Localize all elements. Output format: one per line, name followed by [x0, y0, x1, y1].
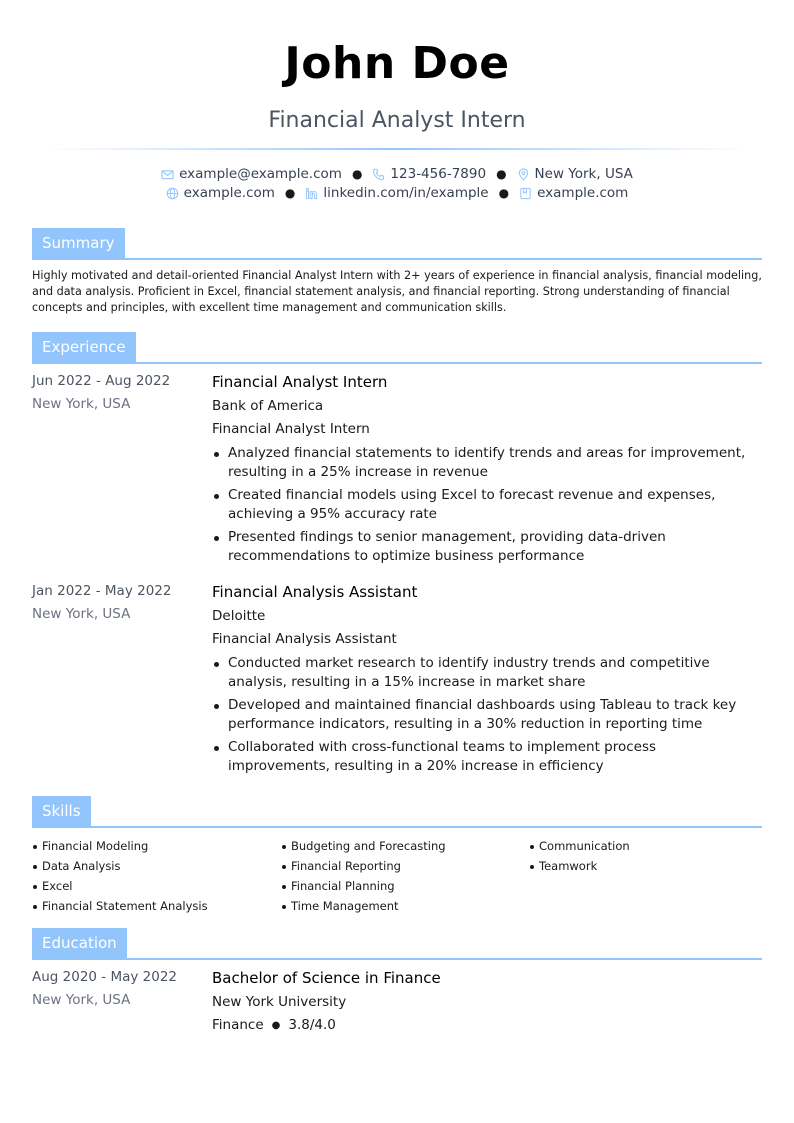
entry-position: Financial Analysis Assistant: [212, 631, 397, 647]
skill-item: Communication: [529, 836, 630, 856]
skills-section-header: [32, 796, 762, 828]
contact-phone-text: 123-456-7890: [390, 166, 487, 182]
entry-company: Bank of America: [212, 398, 324, 414]
bullet-item: Presented findings to senior management, providing data-driven recommendations to optimize business performance: [212, 528, 758, 566]
contact-separator: ●: [496, 167, 507, 181]
skill-item: Budgeting and Forecasting: [281, 836, 446, 856]
summary-text: Highly motivated and detail-oriented Financial Analyst Intern with 2+ years of experience in financial analysis, financial modeling, and data analysis. Proficient in Excel, financial statement analysis, and financial reporting. Strong understanding of financial concepts and principles, with excellent time management and communication skills.: [32, 269, 762, 314]
entry-body: [212, 583, 764, 780]
skills-column: [529, 836, 630, 876]
contact-row-secondary: [0, 185, 794, 201]
skill-item: Financial Reporting: [281, 856, 446, 876]
mail-icon: [161, 168, 174, 181]
skill-item: Teamwork: [529, 856, 630, 876]
section-rule: [32, 362, 762, 364]
skills-heading: Skills: [32, 796, 91, 826]
contact-separator: ●: [351, 167, 363, 181]
contact-linkedin[interactable]: [305, 185, 488, 201]
entry-date: Aug 2020 - May 2022: [32, 969, 178, 985]
contact-portfolio[interactable]: [519, 185, 628, 201]
entry-bullets: [212, 654, 764, 776]
globe-icon: [166, 187, 179, 200]
entry-title: Financial Analysis Assistant: [212, 583, 418, 601]
education-section-header: [32, 928, 762, 960]
field-of-study: Finance: [212, 1017, 264, 1033]
map-pin-icon: [517, 168, 530, 181]
experience-heading: Experience: [32, 332, 136, 362]
degree-title: Bachelor of Science in Finance: [212, 969, 441, 987]
education-heading: Education: [32, 928, 127, 958]
contact-separator: ●: [284, 186, 296, 200]
skill-item: Financial Modeling: [32, 836, 208, 856]
experience-section-header: [32, 332, 762, 364]
entry-company: Deloitte: [212, 608, 266, 624]
entry-body: [212, 373, 764, 570]
contact-email[interactable]: [161, 166, 342, 182]
bookmark-icon: [519, 187, 532, 200]
skill-item: Data Analysis: [32, 856, 208, 876]
skill-item: Time Management: [281, 896, 446, 916]
title-divider: [44, 148, 750, 150]
contact-location: [517, 166, 633, 182]
contact-linkedin-text: linkedin.com/in/example: [323, 185, 489, 201]
entry-location: New York, USA: [32, 396, 131, 412]
gpa-value: 3.8/4.0: [288, 1017, 336, 1033]
entry-location: New York, USA: [32, 606, 131, 622]
skill-item: Financial Planning: [281, 876, 446, 896]
candidate-role: Financial Analyst Intern: [268, 108, 526, 133]
contact-location-text: New York, USA: [534, 166, 633, 182]
entry-bullets: [212, 444, 764, 566]
entry-date: Jun 2022 - Aug 2022: [32, 373, 171, 389]
section-rule: [32, 958, 762, 960]
bullet-item: Collaborated with cross-functional teams to implement process improvements, resulting in a 20% increase in efficiency: [212, 738, 758, 776]
phone-icon: [372, 168, 385, 181]
entry-location: New York, USA: [32, 992, 131, 1008]
section-rule: [32, 258, 762, 260]
summary-heading: Summary: [32, 228, 125, 258]
bullet-item: Analyzed financial statements to identify trends and areas for improvement, resulting in a 25% increase in revenue: [212, 444, 758, 482]
detail-separator: ●: [271, 1020, 281, 1031]
contact-portfolio-text: example.com: [537, 185, 629, 201]
bullet-item: Developed and maintained financial dashboards using Tableau to track key performance indicators, resulting in a 30% reduction in reporting time: [212, 696, 758, 734]
contact-website-text: example.com: [183, 185, 275, 201]
linkedin-icon: [305, 187, 318, 200]
contact-separator: ●: [498, 186, 510, 200]
skill-item: Excel: [32, 876, 208, 896]
entry-position: Financial Analyst Intern: [212, 421, 370, 437]
contact-phone[interactable]: [372, 166, 486, 182]
contact-email-text: example@example.com: [179, 166, 342, 182]
contact-website[interactable]: [166, 185, 275, 201]
section-rule: [32, 826, 762, 828]
education-details: [212, 1016, 764, 1035]
bullet-item: Created financial models using Excel to forecast revenue and expenses, achieving a 95% accuracy rate: [212, 486, 758, 524]
entry-body: [212, 969, 764, 1035]
contact-row-primary: [0, 166, 794, 182]
skills-column: [32, 836, 208, 916]
summary-section-header: [32, 228, 762, 260]
entry-title: Financial Analyst Intern: [212, 373, 388, 391]
skills-column: [281, 836, 446, 916]
entry-date: Jan 2022 - May 2022: [32, 583, 172, 599]
skill-item: Financial Statement Analysis: [32, 896, 208, 916]
bullet-item: Conducted market research to identify industry trends and competitive analysis, resulting in a 15% increase in market share: [212, 654, 758, 692]
candidate-name: John Doe: [284, 38, 510, 89]
school-name: New York University: [212, 994, 347, 1010]
